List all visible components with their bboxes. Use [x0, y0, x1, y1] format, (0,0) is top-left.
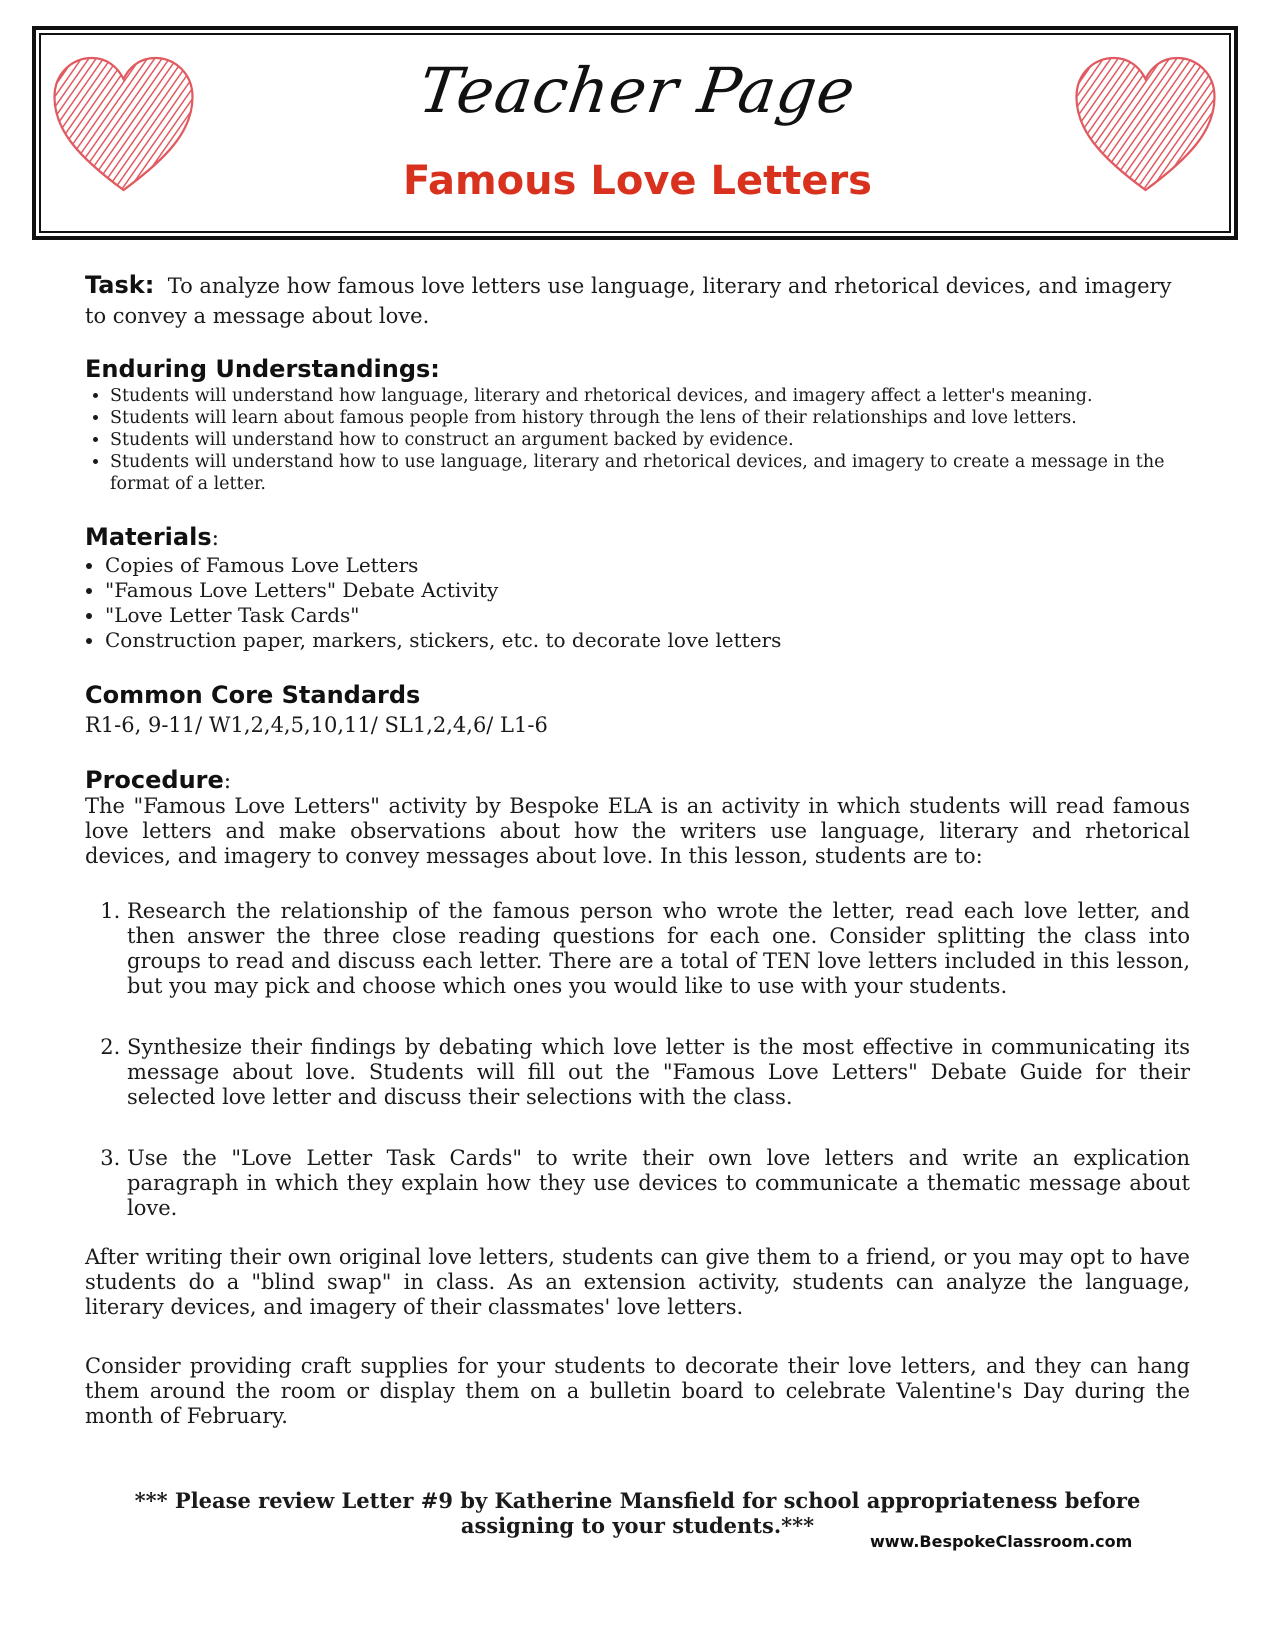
page-title: Teacher Page	[414, 54, 861, 127]
standards-heading: Common Core Standards	[85, 681, 421, 709]
procedure-consider: Consider providing craft supplies for your students to decorate their love letters, and they can hang them around the room or display them on a bulletin board to celebrate Valentine's Day during the month of February.	[85, 1354, 1190, 1428]
list-item: • Students will understand how language, literary and rhetorical devices, and imagery affect a letter's meaning.	[110, 385, 1190, 407]
standards-section	[85, 681, 1190, 738]
list-item: • Construction paper, markers, stickers, etc. to decorate love letters	[105, 628, 1190, 653]
enduring-list	[85, 385, 1190, 495]
list-item: • Copies of Famous Love Letters	[105, 553, 1190, 578]
standards-text: R1-6, 9-11/ W1,2,4,5,10,11/ SL1,2,4,6/ L1-6	[85, 713, 548, 737]
procedure-after: After writing their own original love letters, students can give them to a friend, or you may opt to have students do a "blind swap" in class. As an extension activity, students can analyze the language, literary devices, and imagery of their classmates' love letters.	[85, 1245, 1190, 1319]
procedure-steps	[85, 899, 1190, 1221]
task-label: Task	[85, 271, 145, 299]
materials-heading: Materials	[85, 523, 212, 551]
page-subtitle: Famous Love Letters	[403, 158, 872, 204]
procedure-section: Procedure: The "Famous Love Letters" activity by Bespoke ELA is an activity in which students will read famous love letters and make observations about how the writers use language, literary and rhetorical devices, and imagery to convey messages about love. In this lesson, students are to: 1. Research the relationship of the famous person who wrote the letter, read each love letter, and then answer the three close reading questions for each one. Consider splitting the class into groups to read and discuss each letter. There are a total of TEN love letters included in this lesson, but you may pick and choose which ones you would like to use with your students. 2. Synthesize their findings by debating which love letter is the most effective in communicating its message about love. Students will fill out the "Famous Love Letters" Debate Guide for their selected love letter and discuss their selections with the class. 3. Use the "Love Letter Task Cards" to write their own love letters and write an explication paragraph in which they explain how they use devices to communicate a thematic message about love. After writing their own original love letters, students can give them to a friend, or you may opt to have students do a "blind swap" in class. As an extension activity, students can analyze the language, literary devices, and imagery of their classmates' love letters. Consider providing craft supplies for your students to decorate their love letters, and they can hang them around the room or display them on a bulletin board to celebrate Valentine's Day during the month of February.	[85, 766, 1190, 1429]
list-item: • Students will learn about famous people from history through the lens of their relationships and love letters.	[110, 407, 1190, 429]
procedure-intro: The "Famous Love Letters" activity by Bespoke ELA is an activity in which students will read famous love letters and make observations about how the writers use language, literary and rhetorical devices, and imagery to convey messages about love. In this lesson, students are to:	[85, 794, 1190, 868]
list-item: 1. Research the relationship of the famous person who wrote the letter, read each love letter, and then answer the three close reading questions for each one. Consider splitting the class into groups to read and discuss each letter. There are a total of TEN love letters included in this lesson, but you may pick and choose which ones you would like to use with your students.	[127, 899, 1190, 999]
list-item: • "Love Letter Task Cards"	[105, 603, 1190, 628]
content	[85, 270, 1190, 1429]
list-item: 2. Synthesize their findings by debating which love letter is the most effective in communicating its message about love. Students will fill out the "Famous Love Letters" Debate Guide for their selected love letter and discuss their selections with the class.	[127, 1035, 1190, 1110]
review-note: *** Please review Letter #9 by Katherine Mansfield for school appropriateness before assigning to your students.***	[134, 1488, 1141, 1538]
materials-section: Materials: • Copies of Famous Love Letters • "Famous Love Letters" Debate Activity • "Love Letter Task Cards" • Construction paper, markers, stickers, etc. to decorate love letters	[85, 523, 1190, 653]
website-url: www.BespokeClassroom.com	[870, 1532, 1133, 1551]
task-section: Task: To analyze how famous love letters use language, literary and rhetorical devices, and imagery to convey a message about love.	[85, 271, 1172, 328]
procedure-heading: Procedure	[85, 766, 224, 794]
list-item: • Students will understand how to construct an argument backed by evidence.	[110, 429, 1190, 451]
enduring-section	[85, 355, 1190, 495]
list-item: • "Famous Love Letters" Debate Activity	[105, 578, 1190, 603]
list-item: 3. Use the "Love Letter Task Cards" to write their own love letters and write an explication paragraph in which they explain how they use devices to communicate a thematic message about love.	[127, 1146, 1190, 1221]
task-text: To analyze how famous love letters use language, literary and rhetorical devices, and imagery to convey a message about love.	[85, 274, 1172, 328]
list-item: • Students will understand how to use language, literary and rhetorical devices, and imagery to create a message in the format of a letter.	[110, 451, 1190, 495]
enduring-heading: Enduring Understandings:	[85, 355, 440, 383]
materials-list	[85, 553, 1190, 653]
